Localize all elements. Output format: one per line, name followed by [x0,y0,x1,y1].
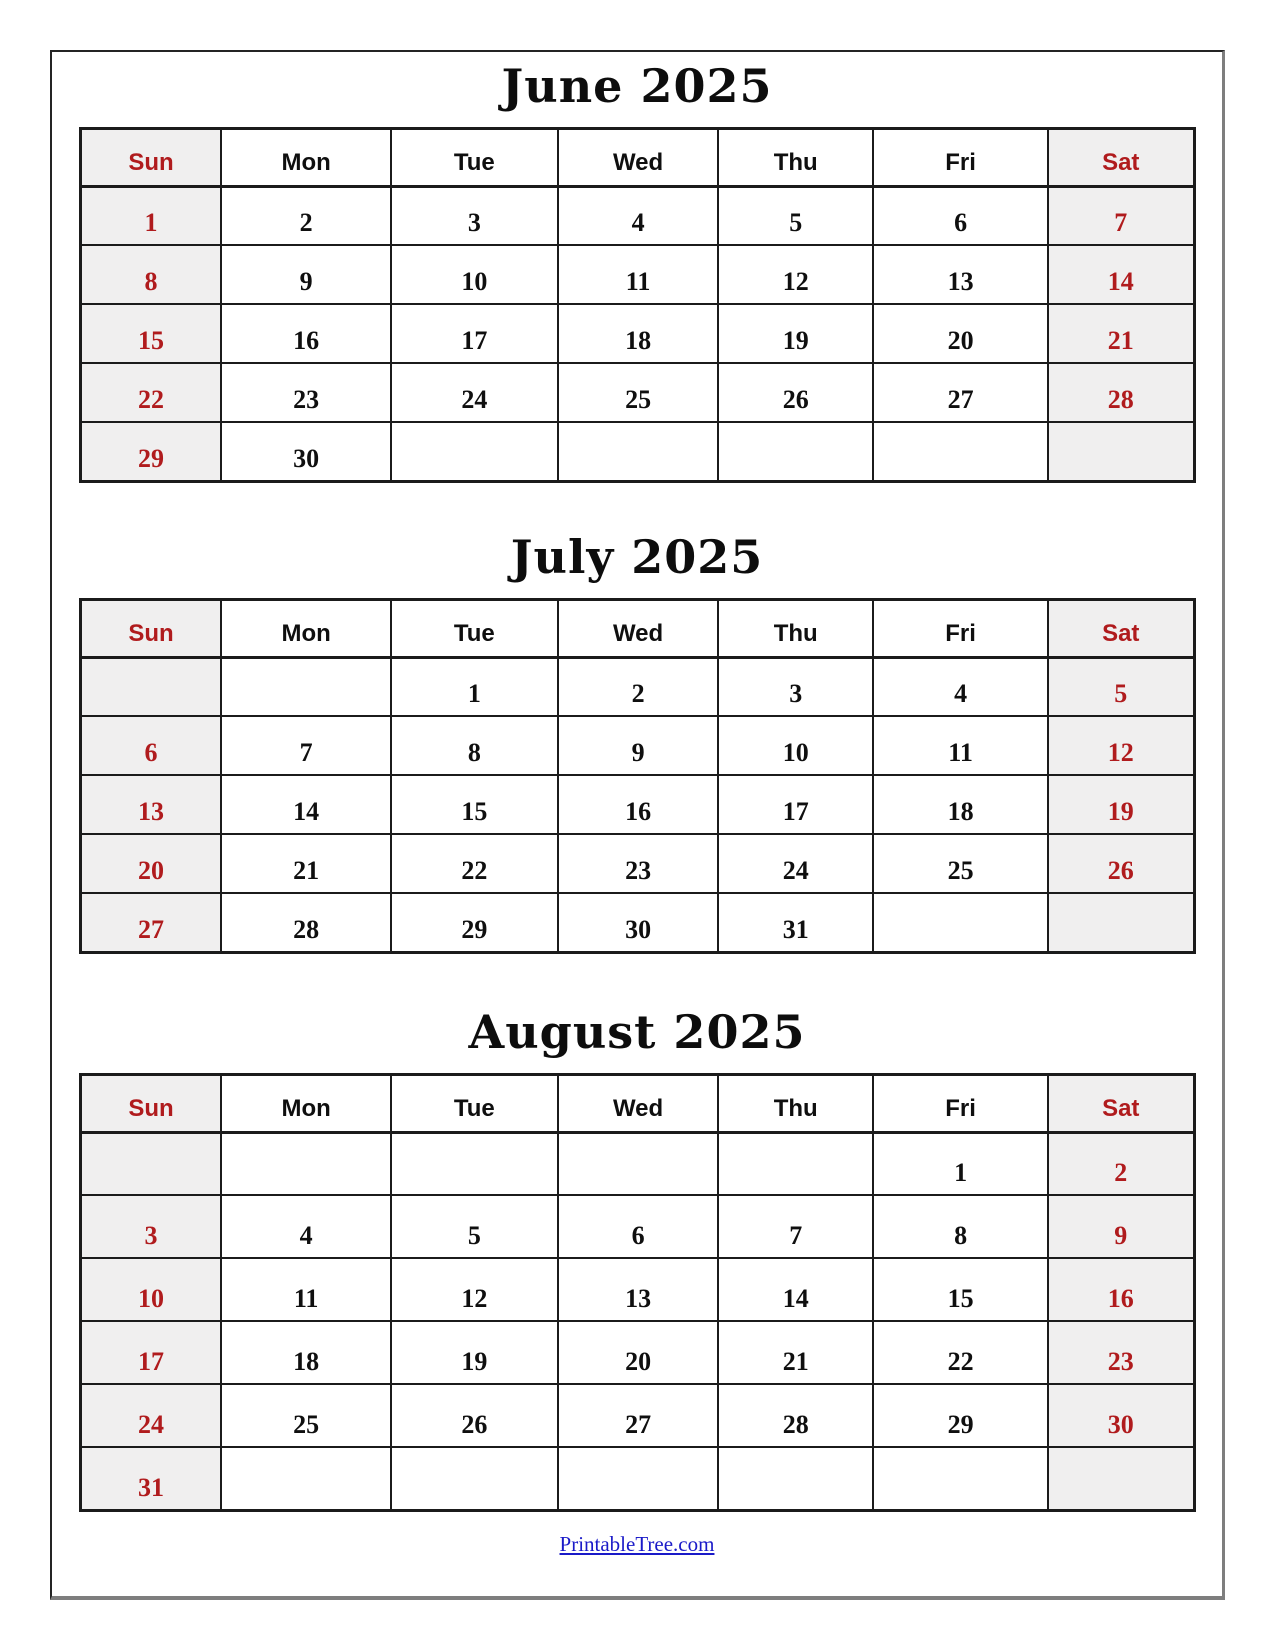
week-row [80,716,1194,775]
week-row [80,1447,1194,1510]
day-cell-21: 21 [718,1321,873,1384]
day-cell-16: 16 [221,304,390,363]
day-cell-15: 15 [873,1258,1048,1321]
day-cell-16: 16 [558,775,718,834]
month-section-august [52,994,1222,1512]
day-cell-20: 20 [873,304,1048,363]
day-cell-empty [391,1447,558,1510]
weekday-header-thu: Thu [718,1074,873,1132]
day-cell-28: 28 [718,1384,873,1447]
day-cell-13: 13 [873,245,1048,304]
weekday-header-sun: Sun [80,599,221,657]
week-row [80,1258,1194,1321]
day-cell-20: 20 [558,1321,718,1384]
day-cell-25: 25 [221,1384,390,1447]
day-cell-11: 11 [873,716,1048,775]
day-cell-empty [718,422,873,481]
day-cell-empty [80,657,221,716]
day-cell-31: 31 [718,893,873,952]
day-cell-25: 25 [873,834,1048,893]
day-cell-19: 19 [391,1321,558,1384]
day-cell-5: 5 [718,186,873,245]
day-cell-28: 28 [1048,363,1194,422]
week-row [80,893,1194,952]
day-cell-9: 9 [1048,1195,1194,1258]
day-cell-12: 12 [1048,716,1194,775]
day-cell-29: 29 [80,422,221,481]
day-cell-24: 24 [80,1384,221,1447]
day-cell-empty [221,1447,390,1510]
day-cell-29: 29 [391,893,558,952]
page-footer [52,1532,1222,1557]
day-cell-1: 1 [873,1132,1048,1195]
week-row [80,1195,1194,1258]
weekday-header-wed: Wed [558,1074,718,1132]
day-cell-14: 14 [718,1258,873,1321]
day-cell-15: 15 [391,775,558,834]
calendar-table-august [79,1073,1196,1512]
day-cell-9: 9 [558,716,718,775]
week-row [80,1132,1194,1195]
day-cell-23: 23 [558,834,718,893]
day-cell-3: 3 [391,186,558,245]
day-cell-12: 12 [391,1258,558,1321]
week-row [80,422,1194,481]
day-cell-30: 30 [221,422,390,481]
week-row [80,1384,1194,1447]
weekday-header-thu: Thu [718,599,873,657]
day-cell-27: 27 [873,363,1048,422]
day-cell-21: 21 [221,834,390,893]
day-cell-17: 17 [80,1321,221,1384]
day-cell-4: 4 [873,657,1048,716]
calendar-table-june [79,127,1196,483]
day-cell-11: 11 [221,1258,390,1321]
weekday-header-thu: Thu [718,128,873,186]
weekday-header-row [80,599,1194,657]
day-cell-1: 1 [80,186,221,245]
day-cell-31: 31 [80,1447,221,1510]
day-cell-24: 24 [718,834,873,893]
day-cell-9: 9 [221,245,390,304]
day-cell-27: 27 [80,893,221,952]
weekday-header-mon: Mon [221,599,390,657]
weekday-header-fri: Fri [873,599,1048,657]
day-cell-22: 22 [80,363,221,422]
day-cell-26: 26 [718,363,873,422]
calendar-table-july [79,598,1196,954]
day-cell-empty [221,657,390,716]
week-row [80,775,1194,834]
footer-link[interactable]: PrintableTree.com [559,1531,715,1556]
day-cell-8: 8 [391,716,558,775]
week-row [80,304,1194,363]
day-cell-18: 18 [873,775,1048,834]
day-cell-6: 6 [80,716,221,775]
weekday-header-tue: Tue [391,1074,558,1132]
day-cell-empty [391,422,558,481]
day-cell-14: 14 [221,775,390,834]
day-cell-12: 12 [718,245,873,304]
day-cell-11: 11 [558,245,718,304]
day-cell-6: 6 [873,186,1048,245]
day-cell-5: 5 [1048,657,1194,716]
weekday-header-row [80,1074,1194,1132]
weekday-header-row [80,128,1194,186]
weekday-header-wed: Wed [558,599,718,657]
day-cell-8: 8 [873,1195,1048,1258]
calendar-page-frame [50,50,1225,1600]
week-row [80,363,1194,422]
day-cell-10: 10 [718,716,873,775]
day-cell-empty [873,893,1048,952]
day-cell-13: 13 [80,775,221,834]
day-cell-13: 13 [558,1258,718,1321]
weekday-header-sun: Sun [80,128,221,186]
day-cell-7: 7 [1048,186,1194,245]
week-row [80,186,1194,245]
day-cell-24: 24 [391,363,558,422]
day-cell-7: 7 [718,1195,873,1258]
month-title-june: June 2025 [501,59,773,113]
day-cell-27: 27 [558,1384,718,1447]
day-cell-22: 22 [873,1321,1048,1384]
day-cell-empty [80,1132,221,1195]
weekday-header-wed: Wed [558,128,718,186]
day-cell-empty [558,1132,718,1195]
day-cell-30: 30 [1048,1384,1194,1447]
weekday-header-sat: Sat [1048,128,1194,186]
day-cell-6: 6 [558,1195,718,1258]
day-cell-22: 22 [391,834,558,893]
day-cell-25: 25 [558,363,718,422]
day-cell-30: 30 [558,893,718,952]
day-cell-15: 15 [80,304,221,363]
weekday-header-tue: Tue [391,599,558,657]
day-cell-empty [873,1447,1048,1510]
day-cell-18: 18 [221,1321,390,1384]
weekday-header-fri: Fri [873,128,1048,186]
weekday-header-sat: Sat [1048,1074,1194,1132]
day-cell-7: 7 [221,716,390,775]
weekday-header-mon: Mon [221,128,390,186]
month-section-june [52,52,1222,483]
day-cell-26: 26 [1048,834,1194,893]
day-cell-19: 19 [718,304,873,363]
day-cell-18: 18 [558,304,718,363]
day-cell-10: 10 [80,1258,221,1321]
day-cell-empty [718,1447,873,1510]
day-cell-14: 14 [1048,245,1194,304]
day-cell-2: 2 [1048,1132,1194,1195]
day-cell-empty [558,1447,718,1510]
month-title-august: August 2025 [468,1004,806,1059]
month-title-july: July 2025 [510,529,764,584]
day-cell-empty [391,1132,558,1195]
day-cell-17: 17 [718,775,873,834]
day-cell-4: 4 [558,186,718,245]
weekday-header-tue: Tue [391,128,558,186]
day-cell-1: 1 [391,657,558,716]
day-cell-4: 4 [221,1195,390,1258]
week-row [80,245,1194,304]
day-cell-empty [221,1132,390,1195]
weekday-header-fri: Fri [873,1074,1048,1132]
day-cell-16: 16 [1048,1258,1194,1321]
weekday-header-sat: Sat [1048,599,1194,657]
day-cell-empty [1048,1447,1194,1510]
day-cell-21: 21 [1048,304,1194,363]
weekday-header-mon: Mon [221,1074,390,1132]
day-cell-2: 2 [558,657,718,716]
week-row [80,657,1194,716]
day-cell-empty [873,422,1048,481]
day-cell-empty [1048,422,1194,481]
day-cell-8: 8 [80,245,221,304]
day-cell-10: 10 [391,245,558,304]
day-cell-2: 2 [221,186,390,245]
day-cell-empty [1048,893,1194,952]
day-cell-17: 17 [391,304,558,363]
day-cell-29: 29 [873,1384,1048,1447]
week-row [80,834,1194,893]
day-cell-23: 23 [221,363,390,422]
week-row [80,1321,1194,1384]
day-cell-empty [558,422,718,481]
weekday-header-sun: Sun [80,1074,221,1132]
day-cell-20: 20 [80,834,221,893]
day-cell-28: 28 [221,893,390,952]
day-cell-3: 3 [80,1195,221,1258]
day-cell-empty [718,1132,873,1195]
day-cell-3: 3 [718,657,873,716]
day-cell-26: 26 [391,1384,558,1447]
day-cell-19: 19 [1048,775,1194,834]
day-cell-23: 23 [1048,1321,1194,1384]
month-section-july [52,523,1222,954]
day-cell-5: 5 [391,1195,558,1258]
